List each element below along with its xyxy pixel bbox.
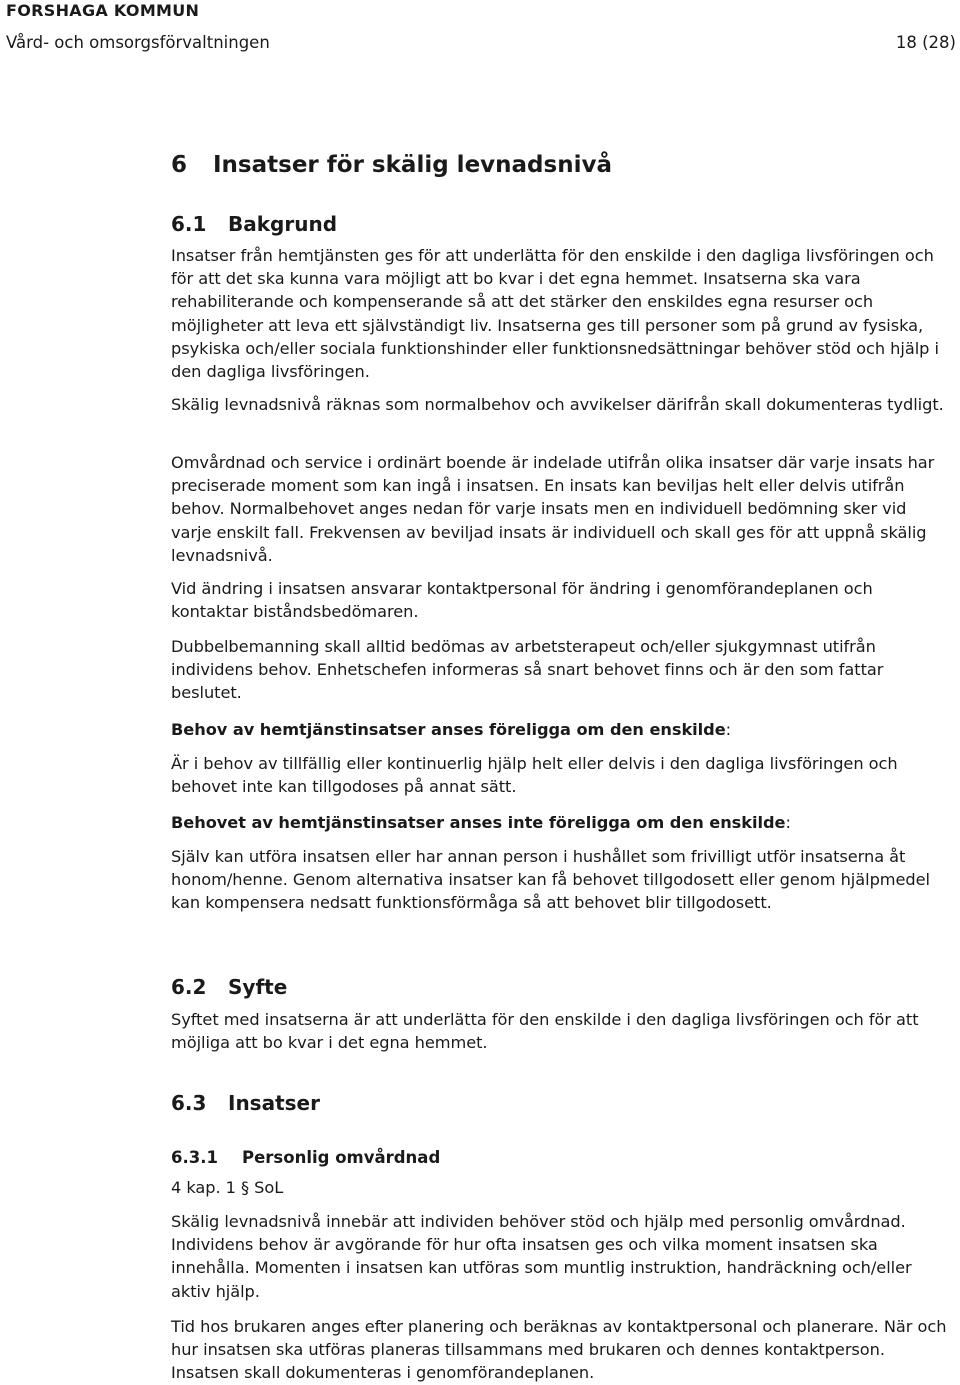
- need-heading-text: Behov av hemtjänstinsatser anses föreligga om den enskilde: [171, 720, 726, 739]
- section-title: Personlig omvårdnad: [242, 1148, 441, 1167]
- department-name: Vård- och omsorgsförvaltningen: [6, 33, 270, 52]
- section-number: 6.3: [171, 1091, 207, 1115]
- paragraph: Själv kan utföra insatsen eller har annan person i hushållet som frivilligt utför insatserna åt honom/henne. Genom alternativa insatser kan få behovet tillgodosett eller genom hjälpmedel kan kompensera nedsatt funktionsförmåga så att behovet blir tillgodosett.: [171, 847, 931, 913]
- page-number: 18 (28): [895, 33, 956, 52]
- section-6-3-heading: [171, 1090, 320, 1116]
- need-heading-colon: :: [725, 720, 732, 739]
- section-6-heading: [171, 150, 612, 180]
- section-title: Insatser: [228, 1091, 320, 1115]
- noneed-heading-colon: :: [785, 813, 791, 832]
- noneed-heading-text: Behovet av hemtjänstinsatser anses inte föreligga om den enskilde: [171, 813, 786, 832]
- section-number: 6: [171, 152, 188, 178]
- paragraph: Är i behov av tillfällig eller kontinuerlig hjälp helt eller delvis i den dagliga livsföringen och behovet inte kan tillgodoses på annat sätt.: [171, 754, 898, 797]
- paragraph: Tid hos brukaren anges efter planering och beräknas av kontaktpersonal och planerare. När och hur insatsen ska utföras planeras tillsammans med brukaren och dennes kontaktperson. Insatsen skall dokumenteras i genomförandeplanen.: [171, 1317, 947, 1383]
- noneed-heading: [171, 811, 951, 834]
- section-number: 6.2: [171, 975, 207, 999]
- section-number: 6.1: [171, 212, 207, 236]
- paragraph: Omvårdnad och service i ordinärt boende är indelade utifrån olika insatser där varje insats har preciserade moment som kan ingå i insatsen. En insats kan beviljas helt eller delvis utifrån behov. Normalbehovet anges nedan för varje insats men en individuell bedömning sker vid varje enskilt fall. Frekvensen av beviljad insats är individuell och skall ges för att uppnå skälig levnadsnivå.: [171, 453, 935, 565]
- section-title: Bakgrund: [228, 212, 338, 236]
- header-row: [6, 32, 956, 54]
- section-title: Syfte: [228, 975, 288, 999]
- law-reference: 4 kap. 1 § SoL: [171, 1178, 284, 1197]
- paragraph: Dubbelbemanning skall alltid bedömas av arbetsterapeut och/eller sjukgymnast utifrån individens behov. Enhetschefen informeras så snart behovet finns och är den som fattar beslutet.: [171, 637, 884, 703]
- section-number: 6.3.1: [171, 1148, 218, 1167]
- paragraph: Skälig levnadsnivå räknas som normalbehov och avvikelser därifrån skall dokumenteras tydligt.: [171, 395, 944, 414]
- paragraph: Syftet med insatserna är att underlätta för den enskilde i den dagliga livsföringen och för att möjliga att bo kvar i det egna hemmet.: [171, 1010, 919, 1053]
- paragraph: Skälig levnadsnivå innebär att individen behöver stöd och hjälp med personlig omvårdnad. Individens behov är avgörande för hur ofta insatsen ges och vilka moment insatsen ska innehålla. Momenten i insatsen kan utföras som muntlig instruktion, handräckning och/eller aktiv hjälp.: [171, 1212, 912, 1301]
- paragraph: Vid ändring i insatsen ansvarar kontaktpersonal för ändring i genomförandeplanen och kontaktar biståndsbedömaren.: [171, 579, 873, 622]
- organization-name: FORSHAGA KOMMUN: [6, 1, 200, 20]
- paragraph: Insatser från hemtjänsten ges för att underlätta för den enskilde i den dagliga livsföringen och för att det ska kunna vara möjligt att bo kvar i det egna hemmet. Insatserna ska vara rehabiliterande och kompenserande så att det stärker den enskildes egna resurser och möjligheter att leva ett självständigt liv. Insatserna ges till personer som på grund av fysiska, psykiska och/eller sociala funktionshinder eller funktionsnedsättningar behöver stöd och hjälp i den dagliga livsföringen.: [171, 246, 939, 382]
- section-title: Insatser för skälig levnadsnivå: [213, 152, 612, 178]
- section-6-2-heading: [171, 974, 287, 1000]
- section-6-3-1-heading: [171, 1147, 440, 1169]
- need-heading: [171, 718, 951, 741]
- page-header: [6, 0, 956, 54]
- section-6-1-heading: [171, 211, 337, 237]
